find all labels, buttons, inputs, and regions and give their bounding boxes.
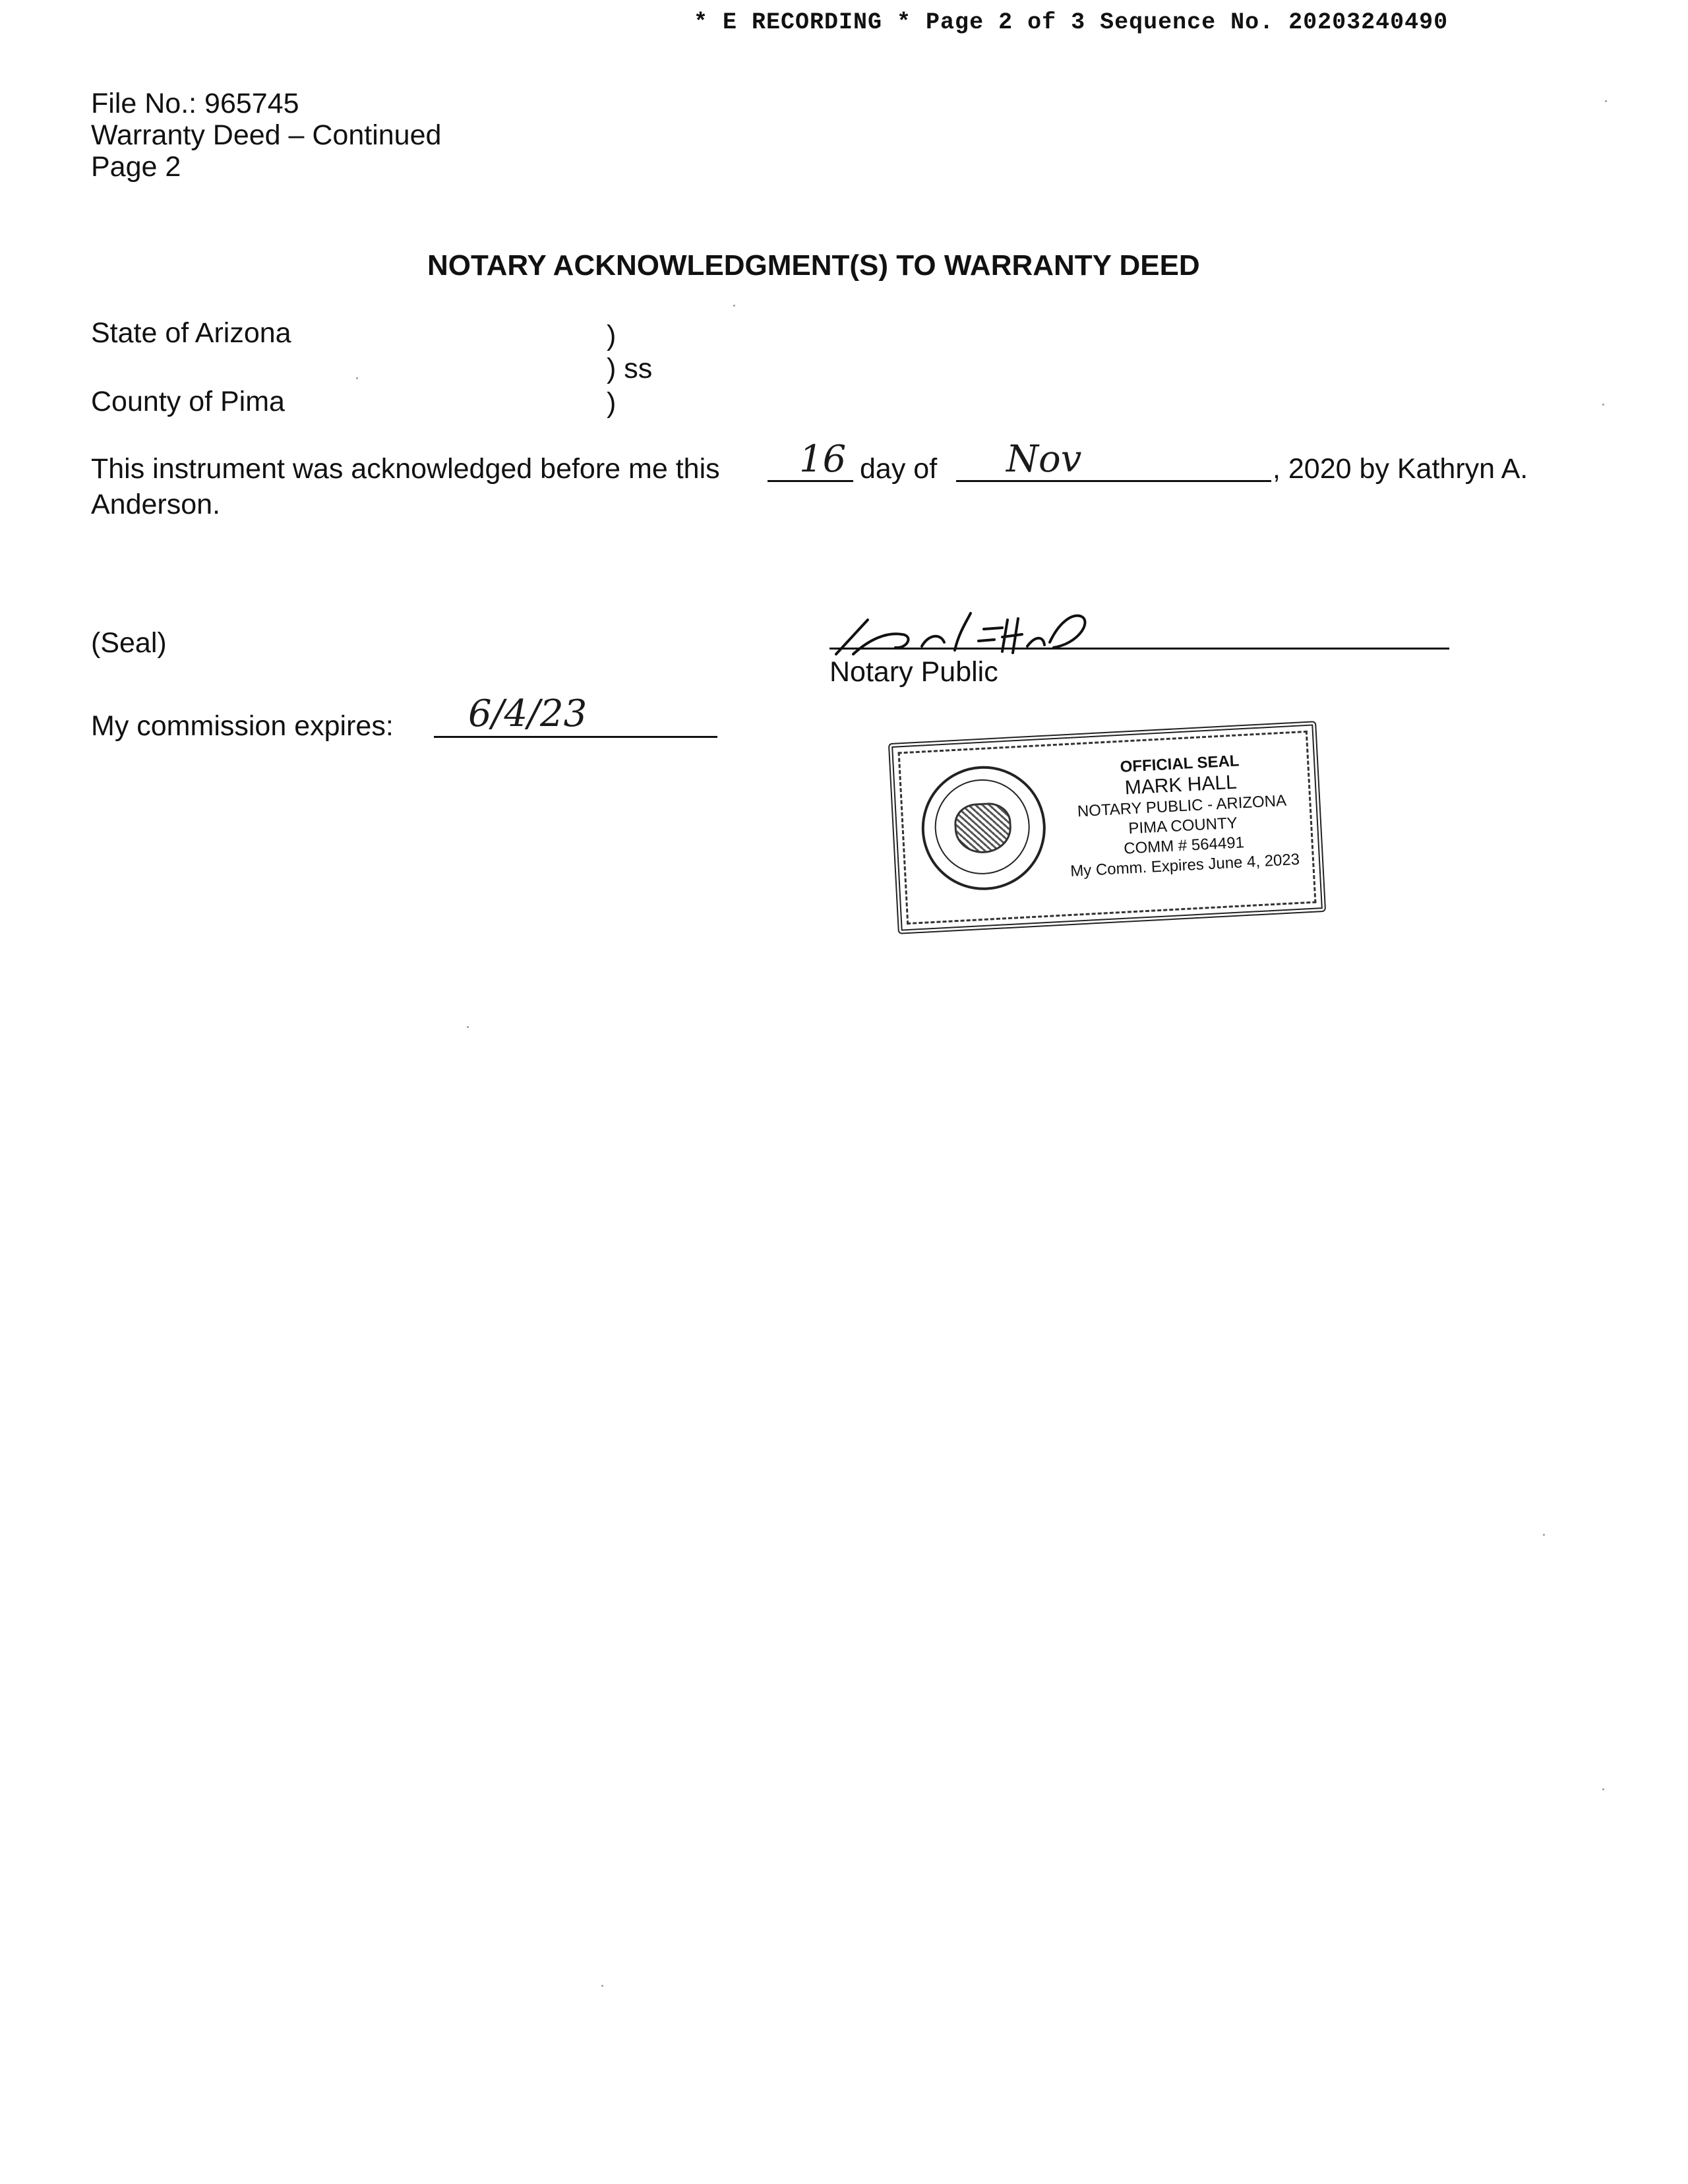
- venue-paren-bottom: ): [607, 387, 617, 419]
- state-label: State of Arizona: [91, 317, 291, 349]
- page-number: Page 2: [91, 151, 181, 183]
- scan-speck: [1543, 1534, 1545, 1536]
- month-underline: [956, 480, 1271, 482]
- notary-signature: [829, 593, 1093, 659]
- venue-ss: ) ss: [607, 353, 653, 384]
- scan-speck: [1602, 404, 1604, 406]
- month-handwritten: Nov: [1006, 438, 1082, 481]
- seal-line-comm: COMM # 564491: [1123, 834, 1245, 858]
- scan-speck: [1602, 1788, 1604, 1790]
- seal-line-county: PIMA COUNTY: [1128, 814, 1238, 838]
- document-title-continued: Warranty Deed – Continued: [91, 119, 442, 151]
- section-title: NOTARY ACKNOWLEDGMENT(S) TO WARRANTY DEED: [427, 249, 1200, 282]
- ack-day-of: day of: [860, 453, 938, 485]
- signature-line: [829, 648, 1449, 650]
- scan-speck: [1605, 100, 1607, 102]
- seal-line-name: MARK HALL: [1124, 771, 1238, 799]
- commission-date-handwritten: 6/4/23: [468, 692, 588, 735]
- official-notary-seal: [888, 721, 1326, 934]
- seal-line-expires: My Comm. Expires June 4, 2023: [1070, 850, 1300, 880]
- seal-label: (Seal): [91, 627, 167, 659]
- file-number: File No.: 965745: [91, 88, 299, 119]
- notary-public-label: Notary Public: [829, 656, 998, 688]
- recording-header: * E RECORDING * Page 2 of 3 Sequence No. 20203240490: [694, 9, 1449, 36]
- commission-underline: [434, 736, 717, 738]
- ack-text-end: , 2020 by Kathryn A.: [1273, 453, 1528, 485]
- venue-paren-top: ): [607, 320, 617, 351]
- seal-line-title: NOTARY PUBLIC - ARIZONA: [1077, 791, 1287, 821]
- signature-scribble: [829, 593, 1093, 659]
- scan-speck: [601, 1985, 603, 1987]
- scan-speck: [467, 1026, 469, 1028]
- scan-speck: [733, 305, 735, 307]
- seal-line-official: OFFICIAL SEAL: [1120, 752, 1240, 776]
- ack-text-start: This instrument was acknowledged before me this: [91, 453, 720, 485]
- ack-text-line2: Anderson.: [91, 489, 221, 520]
- county-label: County of Pima: [91, 386, 285, 417]
- day-handwritten: 16: [799, 438, 847, 481]
- commission-label: My commission expires:: [91, 710, 394, 742]
- scan-speck: [356, 377, 358, 379]
